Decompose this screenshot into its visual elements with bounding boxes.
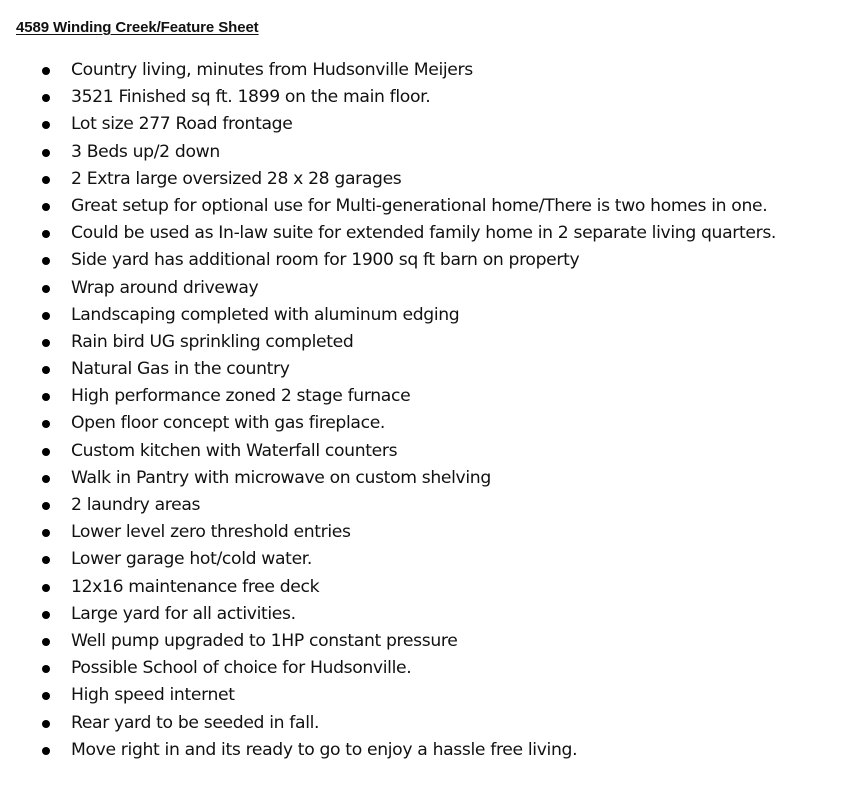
feature-text: Well pump upgraded to 1HP constant pressure — [71, 630, 458, 651]
feature-text: Could be used as In-law suite for extended family home in 2 separate living quarters. — [71, 223, 777, 244]
bullet-icon — [42, 339, 50, 347]
feature-text: Lot size 277 Road frontage — [71, 114, 293, 135]
bullet-icon — [42, 420, 50, 428]
bullet-icon — [42, 692, 50, 700]
feature-text: Large yard for all activities. — [71, 603, 296, 624]
feature-text: Landscaping completed with aluminum edging — [71, 304, 460, 325]
feature-text: 2 laundry areas — [71, 495, 201, 515]
bullet-icon — [42, 529, 50, 537]
bullet-icon — [42, 285, 50, 293]
bullet-icon — [42, 448, 50, 456]
feature-text: Walk in Pantry with microwave on custom shelving — [71, 467, 491, 488]
bullet-icon — [42, 393, 50, 401]
feature-text: Move right in and its ready to go to enjoy a hassle free living. — [71, 739, 578, 760]
bullet-icon — [42, 312, 50, 320]
document-title: 4589 Winding Creek/Feature Sheet — [16, 19, 259, 36]
bullet-icon — [42, 475, 50, 483]
bullet-icon — [42, 149, 50, 157]
feature-text: Lower garage hot/cold water. — [71, 549, 313, 570]
feature-text: Rain bird UG sprinkling completed — [71, 331, 354, 352]
bullet-icon — [42, 366, 50, 374]
feature-text: Possible School of choice for Hudsonville. — [71, 658, 412, 679]
bullet-icon — [42, 67, 50, 75]
feature-text: Country living, minutes from Hudsonville Meijers — [71, 60, 473, 80]
bullet-icon — [42, 502, 50, 510]
bullet-icon — [42, 611, 50, 619]
bullet-icon — [42, 94, 50, 102]
feature-text: High speed internet — [71, 685, 235, 706]
bullet-icon — [42, 121, 50, 129]
feature-text: Custom kitchen with Waterfall counters — [71, 440, 398, 461]
feature-text: 3521 Finished sq ft. 1899 on the main floor. — [71, 87, 431, 108]
feature-text: Side yard has additional room for 1900 sq ft barn on property — [71, 250, 580, 271]
bullet-icon — [42, 203, 50, 211]
feature-text: Rear yard to be seeded in fall. — [71, 712, 320, 733]
feature-text: Great setup for optional use for Multi-generational home/There is two homes in one. — [71, 195, 768, 216]
feature-text: 3 Beds up/2 down — [71, 141, 220, 162]
bullet-icon — [42, 176, 50, 184]
feature-text: High performance zoned 2 stage furnace — [71, 386, 411, 407]
feature-text: Lower level zero threshold entries — [71, 522, 351, 543]
feature-text: Wrap around driveway — [71, 277, 259, 298]
bullet-icon — [42, 230, 50, 238]
bullet-icon — [42, 638, 50, 646]
feature-text: Natural Gas in the country — [71, 359, 290, 380]
feature-text: Open floor concept with gas fireplace. — [71, 413, 386, 434]
bullet-icon — [42, 257, 50, 265]
bullet-icon — [42, 665, 50, 673]
feature-text: 2 Extra large oversized 28 x 28 garages — [71, 168, 402, 189]
feature-text: 12x16 maintenance free deck — [71, 576, 320, 597]
bullet-icon — [42, 747, 50, 755]
bullet-icon — [42, 556, 50, 564]
bullet-icon — [42, 584, 50, 592]
bullet-icon — [42, 720, 50, 728]
